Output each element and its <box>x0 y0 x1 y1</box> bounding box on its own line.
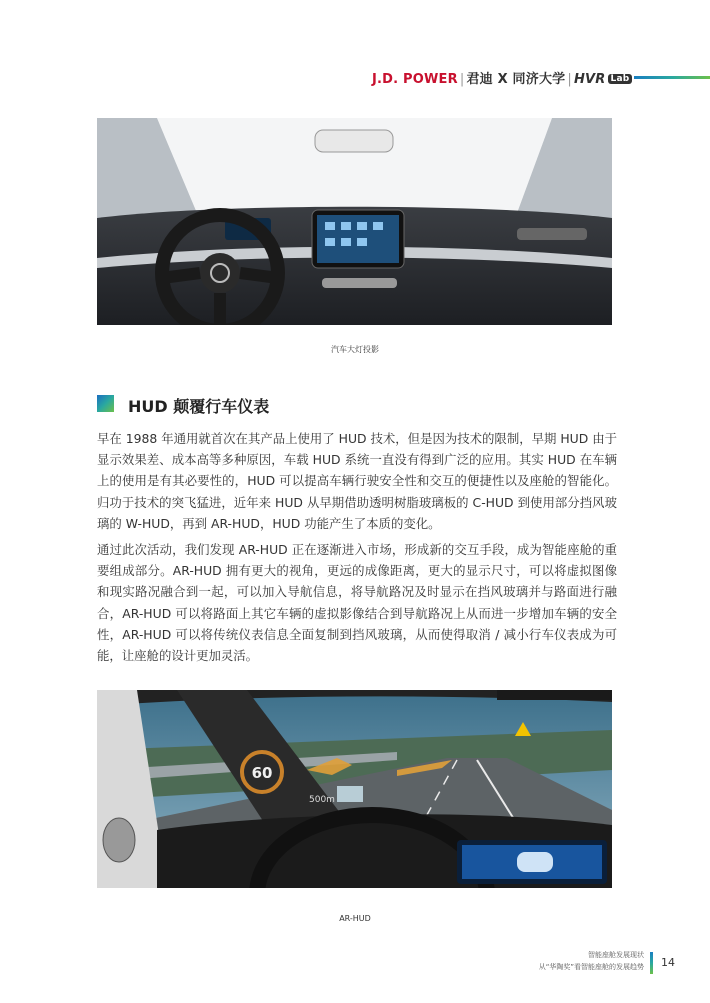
lab-badge: Lab <box>608 74 633 84</box>
body-paragraph-1: 早在 1988 年通用就首次在其产品上使用了 HUD 技术，但是因为技术的限制，早期 HUD 由于显示效果差、成本高等多种原因，车载 HUD 系统一直没有得到广泛的应用。其实 HUD 在车辆上的使用是有其必要性的，HUD 可以提高车辆行驶安全性和交互的便捷性以及座舱的智能化。归功于技术的突飞猛进，近年来 HUD 从早期借助透明树脂玻璃板的 C-HUD 到使用部分挡风玻璃的 W-HUD，再到 AR-HUD，HUD 功能产生了本质的变化。 <box>97 431 617 531</box>
footer-accent-bar <box>650 952 653 974</box>
car-interior-photo <box>97 118 612 325</box>
jundi-label: 君迪 <box>466 72 493 87</box>
hud-speed-text: 60 <box>251 764 273 782</box>
figure-caption-1: 汽车大灯投影 <box>331 345 379 354</box>
hvr-label: HVR <box>573 72 606 87</box>
figure-caption-2: AR-HUD <box>339 914 371 923</box>
footer-section-title: 智能座舱发展现状 <box>588 951 644 959</box>
page-number: 14 <box>661 956 675 969</box>
jd-power-logo: J.D. POWER <box>372 72 458 87</box>
footer-report-title: 从“华陶奖”看智能座舱的发展趋势 <box>538 963 644 971</box>
ar-hud-photo <box>97 690 612 888</box>
page-header <box>0 68 710 87</box>
x-label: X <box>497 72 508 87</box>
body-paragraph-2: 通过此次活动，我们发现 AR-HUD 正在逐渐进入市场，形成新的交互手段，成为智能座舱的重要组成部分。AR-HUD 拥有更大的视角，更远的成像距离，更大的显示尺寸，可以将虚拟图像和现实路况融合到一起，可以加入导航信息，将导航路况及时显示在挡风玻璃并与路面进行融合，AR-HUD 可以将路面上其它车辆的虚拟影像结合到导航路况上从而进一步增加车辆的安全性，AR-HUD 可以将传统仪表信息全面复制到挡风玻璃，从而使得取消 / 减小行车仪表成为可能，让座舱的设计更加灵活。 <box>97 542 617 664</box>
page-footer <box>0 948 710 978</box>
section-square-icon <box>97 395 114 412</box>
brand-logos: J.D. POWER | 君迪 X 同济大学 | HVR Lab <box>372 68 632 87</box>
tongji-label: 同济大学 <box>512 72 566 87</box>
section-title: HUD 颠覆行车仪表 <box>128 397 270 416</box>
header-accent-line <box>634 76 710 79</box>
hud-distance-text: 500m <box>309 795 335 805</box>
